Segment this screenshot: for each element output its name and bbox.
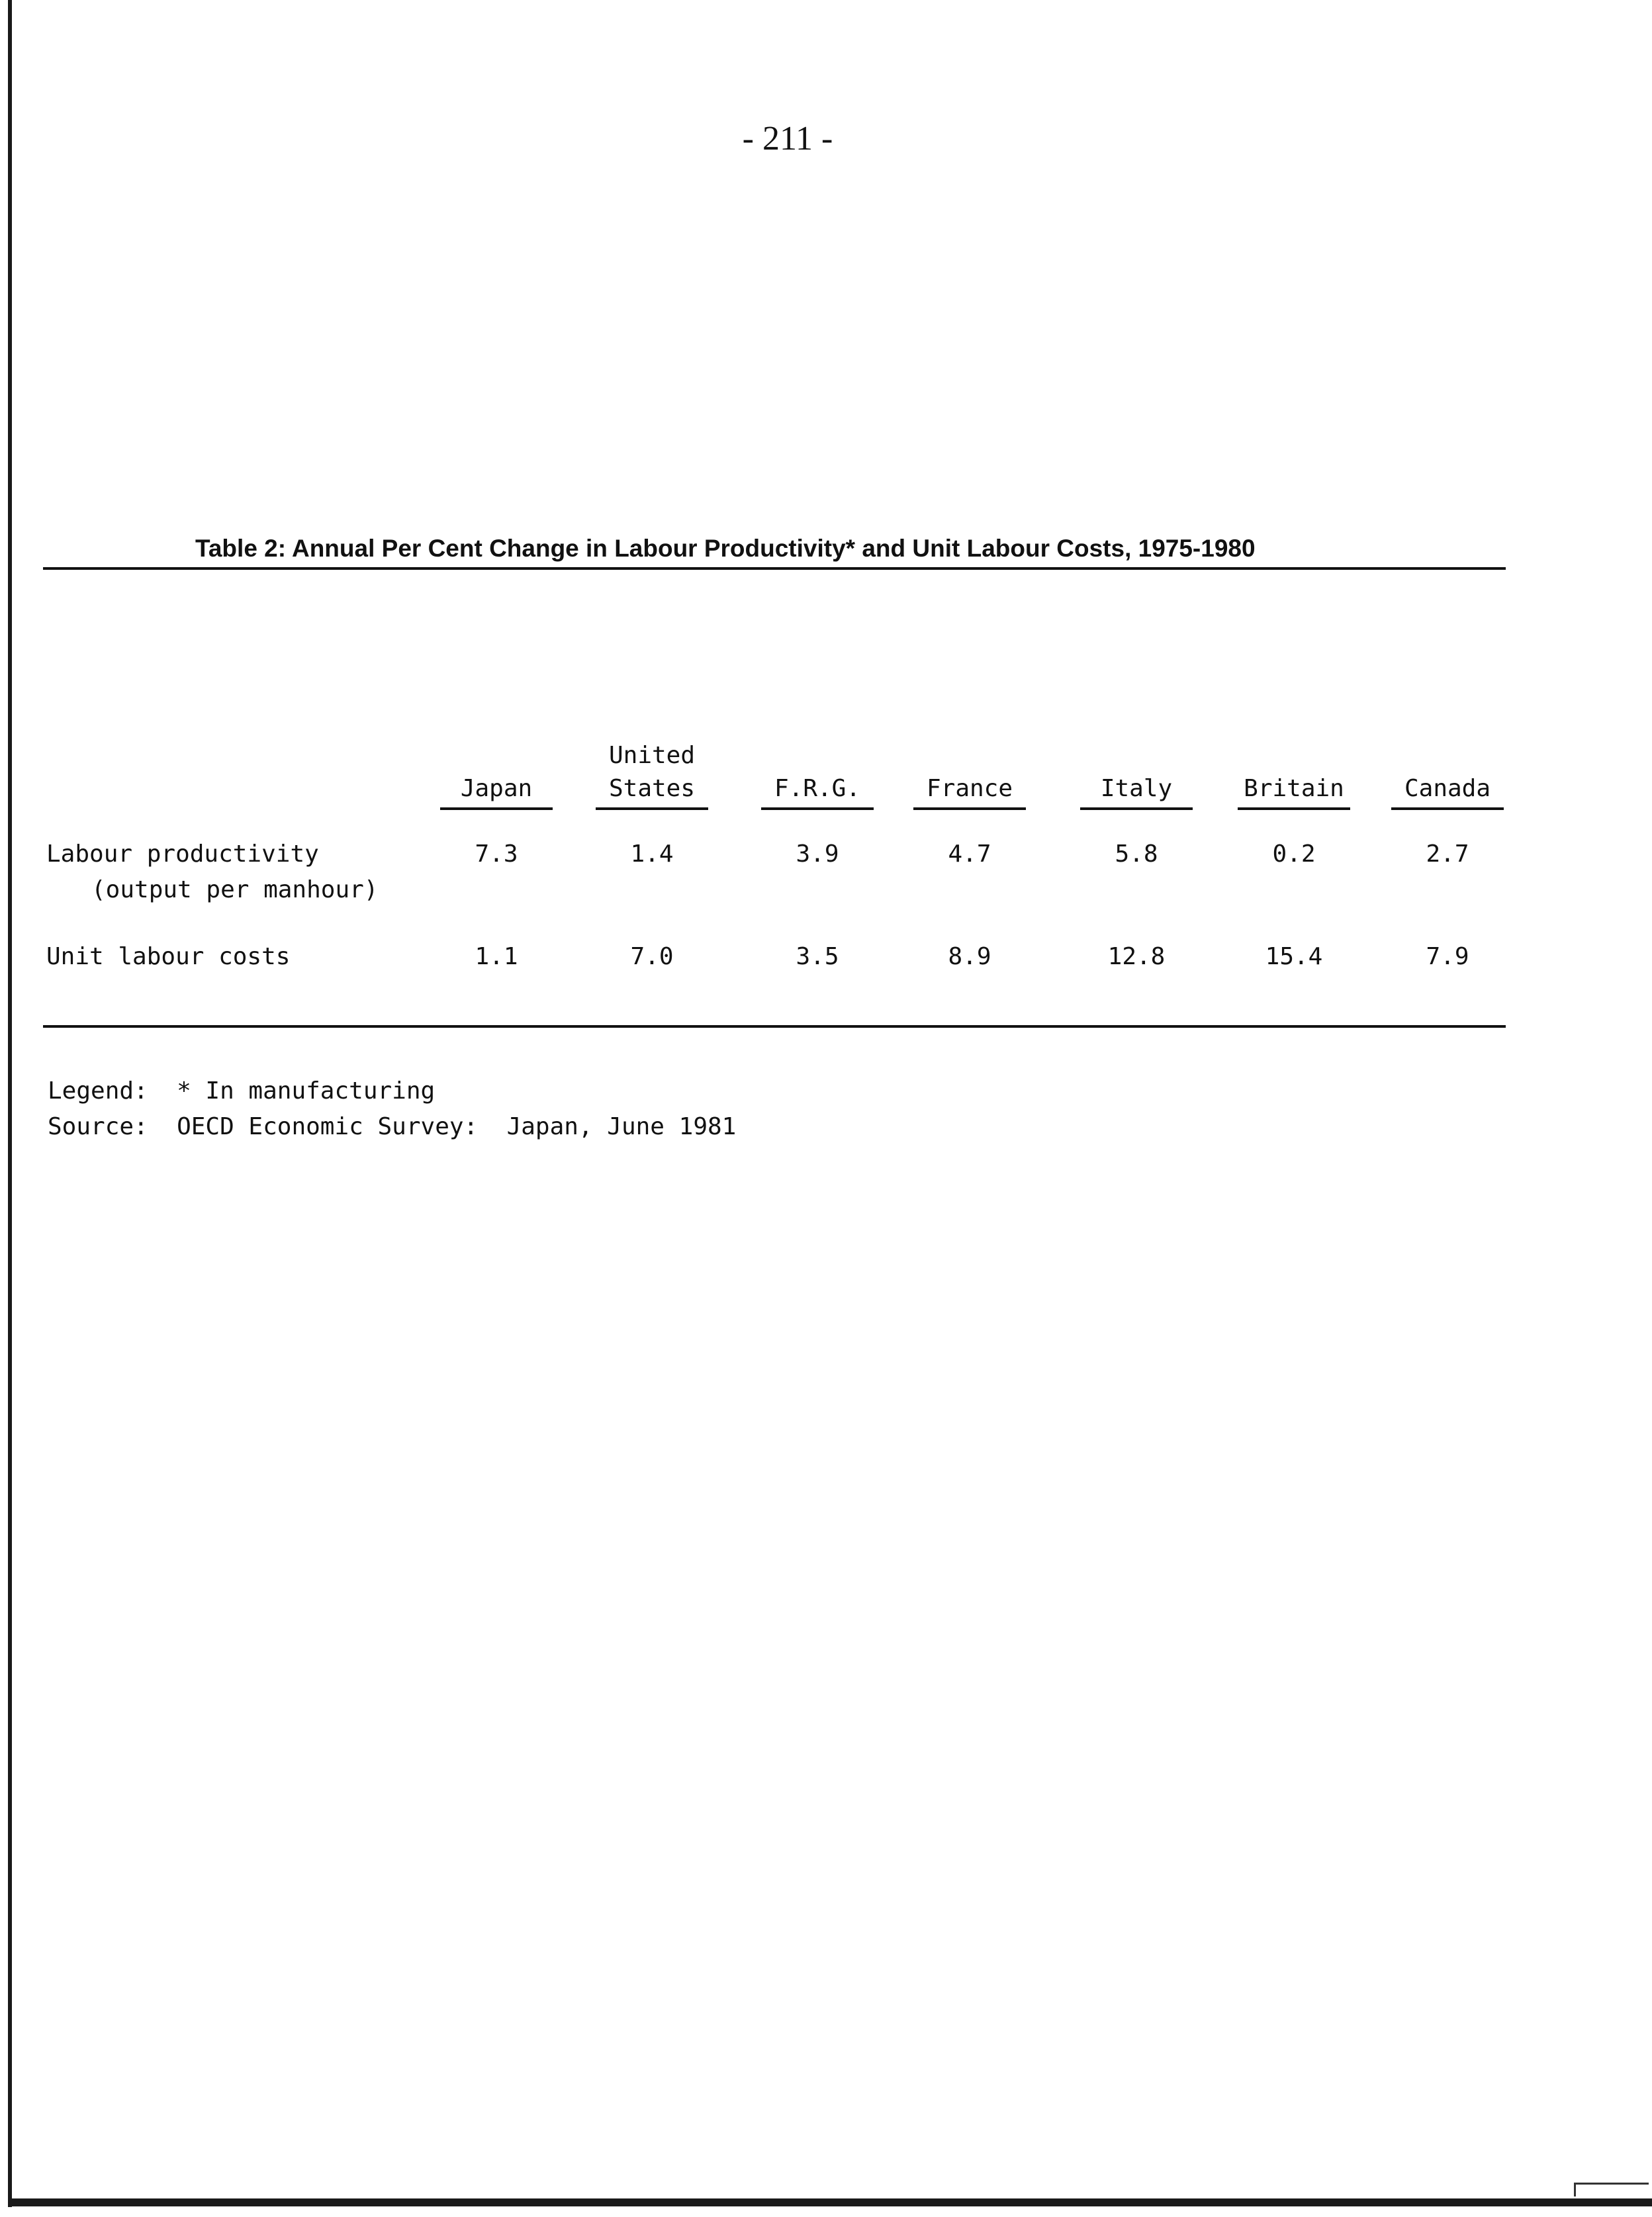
column-header-underline [596, 807, 708, 810]
table-top-rule [43, 567, 1506, 570]
column-header-line2: Japan [460, 775, 533, 802]
column-header-line2: F.R.G. [774, 775, 861, 802]
table-cell: 1.4 [630, 840, 674, 868]
page-bottom-border [8, 2198, 1652, 2206]
row-label-unit-labour-costs: Unit labour costs [46, 943, 291, 970]
column-header-italy [1074, 725, 1199, 811]
page-number: - 211 - [742, 120, 833, 158]
page-corner-mark [1574, 2183, 1649, 2196]
column-header-underline [1080, 807, 1193, 810]
column-header-underline [1391, 807, 1504, 810]
table-cell: 5.8 [1115, 840, 1158, 868]
row-sublabel-output-per-manhour: (output per manhour) [91, 876, 379, 903]
page-left-border [8, 0, 12, 2207]
table-cell: 3.9 [796, 840, 839, 868]
table-cell: 7.9 [1426, 943, 1469, 970]
table-cell: 0.2 [1272, 840, 1316, 868]
column-header-line1: United [608, 742, 696, 769]
row-label-labour-productivity: Labour productivity [46, 840, 319, 868]
column-header-line2: Britain [1244, 775, 1344, 802]
table-cell: 2.7 [1426, 840, 1469, 868]
table-title: Table 2: Annual Per Cent Change in Labour Productivity* and Unit Labour Costs, 1975-1980 [195, 535, 1256, 562]
legend-note: Legend: * In manufacturing [48, 1077, 436, 1105]
table-cell: 7.3 [475, 840, 518, 868]
table-cell: 3.5 [796, 943, 839, 970]
table-cell: 4.7 [948, 840, 991, 868]
column-header-underline [1238, 807, 1350, 810]
column-header-line2: Canada [1404, 775, 1491, 802]
column-header-underline [913, 807, 1026, 810]
table-cell: 8.9 [948, 943, 991, 970]
column-header-britain [1231, 725, 1357, 811]
column-header-frg [755, 725, 880, 811]
table-cell: 15.4 [1265, 943, 1323, 970]
table-bottom-rule [43, 1025, 1506, 1028]
table-cell: 7.0 [630, 943, 674, 970]
column-header-underline [761, 807, 874, 810]
column-header-japan [434, 725, 559, 811]
column-header-france [907, 725, 1032, 811]
column-header-line2: Italy [1100, 775, 1173, 802]
table-cell: 12.8 [1107, 943, 1166, 970]
column-header-united-states [589, 725, 715, 811]
column-header-canada [1385, 725, 1510, 811]
column-header-line2: States [608, 775, 696, 802]
column-header-underline [440, 807, 553, 810]
source-note: Source: OECD Economic Survey: Japan, June 1981 [48, 1113, 737, 1140]
column-header-line2: France [926, 775, 1013, 802]
table-cell: 1.1 [475, 943, 518, 970]
